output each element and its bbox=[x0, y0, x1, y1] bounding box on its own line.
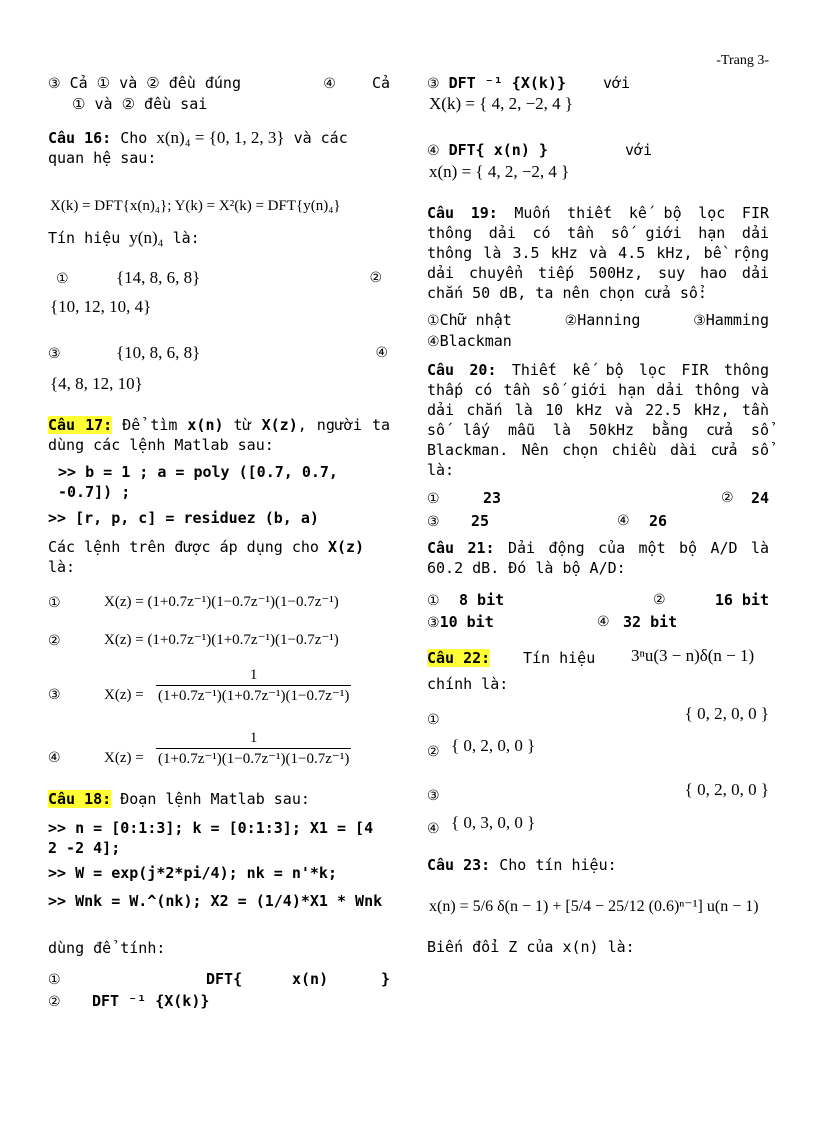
q18-option-1a[interactable]: DFT{ bbox=[206, 970, 243, 988]
q19-options bbox=[427, 310, 769, 352]
q15-option-3[interactable]: Cả ① và ② đều đúng bbox=[69, 74, 241, 92]
q18-option-1c[interactable]: } bbox=[380, 970, 390, 988]
q18-option-1-row: ① DFT{ x(n) } bbox=[48, 970, 390, 988]
q17-ask: Các lệnh trên được áp dụng cho X(z) là: bbox=[48, 538, 365, 576]
q16-option-4[interactable]: {4, 8, 12, 10} bbox=[50, 374, 143, 393]
q17-cmd1: >> b = 1 ; a = poly ([0.7, 0.7, -0.7]) ; bbox=[58, 463, 338, 501]
q19-option-4[interactable]: ④Blackman bbox=[427, 332, 512, 350]
q21-option-3[interactable]: 10 bit bbox=[439, 613, 494, 631]
q18-option-4[interactable]: DFT{ x(n) } bbox=[448, 141, 548, 159]
q20-options-row2: ③ 25 ④ 26 bbox=[427, 512, 668, 530]
question-17: Câu 17: Để tìm x(n) từ X(z), người ta dùng các lệnh Matlab sau: bbox=[48, 416, 391, 454]
q21-options-row1: ① 8 bit ② 16 bit bbox=[427, 591, 769, 609]
q18-option-4-seq: x(n) = { 4, 2, −2, 4 } bbox=[429, 162, 570, 181]
q21-option-1[interactable]: 8 bit bbox=[459, 591, 505, 609]
q18-option-1b[interactable]: x(n) bbox=[292, 970, 329, 988]
q17-option-2-row: ② X(z) = (1+0.7z⁻¹)(1+0.7z⁻¹)(1−0.7z⁻¹) bbox=[48, 632, 339, 649]
q16-option-3[interactable]: {10, 8, 6, 8} bbox=[116, 343, 201, 362]
q18-cmd2: >> W = exp(j*2*pi/4); nk = n'*k; bbox=[48, 864, 337, 882]
q22-option-3[interactable]: { 0, 2, 0, 0 } bbox=[684, 780, 769, 799]
q16-options-row1: ① {14, 8, 6, 8} ② bbox=[56, 268, 382, 287]
question-22: Câu 22: Tín hiệu 3ⁿu(3 − n)δ(n − 1) bbox=[427, 646, 755, 667]
q15-option-4a[interactable]: Cả bbox=[371, 74, 390, 92]
q22-label: Câu 22: bbox=[427, 649, 491, 667]
q17-cmd2: >> [r, p, c] = residuez (b, a) bbox=[48, 509, 319, 527]
q22-option-2[interactable]: { 0, 2, 0, 0 } bbox=[451, 736, 536, 755]
q20-option-2[interactable]: 24 bbox=[750, 489, 769, 507]
q18-option-3[interactable]: DFT ⁻¹ {X(k)} bbox=[448, 74, 566, 92]
q22-option-4[interactable]: { 0, 3, 0, 0 } bbox=[451, 813, 536, 832]
q20-option-4[interactable]: 26 bbox=[649, 512, 668, 530]
q22-signal: 3ⁿu(3 − n)δ(n − 1) bbox=[631, 646, 755, 665]
question-23: Câu 23: Cho tín hiệu: bbox=[427, 856, 617, 874]
page-number: -Trang 3- bbox=[716, 53, 769, 68]
q17-option-1[interactable]: X(z) = (1+0.7z⁻¹)(1−0.7z⁻¹)(1−0.7z⁻¹) bbox=[104, 594, 339, 610]
q21-option-2[interactable]: 16 bit bbox=[714, 591, 769, 609]
q15-options: ③ Cả ① và ② đều đúng ④ Cả ① và ② đều sai bbox=[48, 74, 390, 113]
q19-label: Câu 19: bbox=[427, 204, 498, 222]
q17-label: Câu 17: bbox=[48, 416, 113, 434]
q17-option-4[interactable]: $\frac{1}{\text{(1+0.7z⁻¹)(1−0.7z⁻¹)(1−0.7z⁻¹)}}$ bbox=[158, 730, 350, 767]
q17-option-2[interactable]: X(z) = (1+0.7z⁻¹)(1+0.7z⁻¹)(1−0.7z⁻¹) bbox=[104, 632, 339, 648]
q17-option-3[interactable]: $\frac{1}{\text{(1+0.7z⁻¹)(1+0.7z⁻¹)(1−0.7z⁻¹)}}$ bbox=[158, 667, 350, 704]
q16-ask: Tín hiệu y(n)₄ là: bbox=[48, 228, 200, 247]
q16-option-1[interactable]: {14, 8, 6, 8} bbox=[116, 268, 201, 287]
q18-option-4-row: ④ DFT{ x(n) } với bbox=[427, 141, 653, 159]
q21-option-4[interactable]: 32 bit bbox=[623, 613, 678, 631]
question-18: Câu 18: Đoạn lệnh Matlab sau: bbox=[48, 790, 310, 808]
q23-formula: x(n) = 5/6 δ(n − 1) + [5/4 − 25/12 (0.6)ⁿ⁻¹] u(n − 1) bbox=[429, 898, 759, 915]
q18-option-3-row: ③ DFT ⁻¹ {X(k)} với bbox=[427, 74, 631, 92]
q16-label: Câu 16: bbox=[48, 129, 112, 147]
question-19: Câu 19: Muốn thiết kế bộ lọc FIR thông dải có tần số giới hạn dải thông là 3.5 kHz và 4.5 kHz, bề rộng dải chuyển tiếp 500Hz, suy hao dải chắn 50 dB, ta nên chọn cửa sổ: bbox=[427, 204, 770, 302]
question-21: Câu 21: Dải động của một bộ A/D là 60.2 dB. Đó là bộ A/D: bbox=[427, 539, 770, 577]
q19-option-1[interactable]: ①Chữ nhật bbox=[427, 311, 512, 329]
q18-cmd3: >> Wnk = W.^(nk); X2 = (1/4)*X1 * Wnk bbox=[48, 892, 383, 910]
q23-ask: Biến đổi Z của x(n) là: bbox=[427, 938, 635, 956]
q18-label: Câu 18: bbox=[48, 790, 112, 808]
q20-options-row1: ① 23 ② 24 bbox=[427, 489, 769, 507]
q23-label: Câu 23: bbox=[427, 856, 491, 874]
q16-seq: x(n)₄ = {0, 1, 2, 3} bbox=[156, 128, 285, 147]
q22-ask: chính là: bbox=[427, 675, 509, 693]
q20-option-1[interactable]: 23 bbox=[483, 489, 502, 507]
question-16: Câu 16: Cho x(n)₄ = {0, 1, 2, 3} và các quan hệ sau: bbox=[48, 128, 348, 167]
q21-options-row2: ③10 bit ④ 32 bit bbox=[427, 613, 678, 631]
q21-label: Câu 21: bbox=[427, 539, 495, 557]
q18-cmd1: >> n = [0:1:3]; k = [0:1:3]; X1 = [4 2 -2 4]; bbox=[48, 819, 374, 857]
q19-option-2[interactable]: ②Hanning bbox=[564, 311, 641, 329]
q16-options-row2: ③ {10, 8, 6, 8} ④ bbox=[48, 343, 388, 362]
q19-option-3[interactable]: ③Hamming bbox=[693, 311, 769, 329]
q20-label: Câu 20: bbox=[427, 361, 497, 379]
q17-option-1-row: ① X(z) = (1+0.7z⁻¹)(1−0.7z⁻¹)(1−0.7z⁻¹) bbox=[48, 594, 339, 611]
q20-option-3[interactable]: 25 bbox=[471, 512, 490, 530]
q18-option-2-row: ② DFT ⁻¹ {X(k)} bbox=[48, 992, 210, 1010]
q18-option-3-seq: X(k) = { 4, 2, −2, 4 } bbox=[429, 94, 574, 113]
q16-relation: X(k) = DFT{x(n)₄}; Y(k) = X²(k) = DFT{y(n)₄} bbox=[50, 198, 341, 214]
q22-option-1[interactable]: { 0, 2, 0, 0 } bbox=[684, 704, 769, 723]
q18-ask: dùng để tính: bbox=[48, 939, 166, 957]
q16-option-2[interactable]: {10, 12, 10, 4} bbox=[50, 297, 152, 316]
q18-option-2[interactable]: DFT ⁻¹ {X(k)} bbox=[92, 992, 210, 1010]
q15-option-4b[interactable]: ① và ② đều sai bbox=[72, 95, 208, 113]
question-20: Câu 20: Thiết kế bộ lọc FIR thông thấp có tần số giới hạn dải thông và dải chắn là 10 kHz và 22.5 kHz, tần số lấy mẫu là 50kHz bằng cửa sổ Blackman. Nên chọn chiều dài cửa sổ là: bbox=[427, 361, 769, 479]
